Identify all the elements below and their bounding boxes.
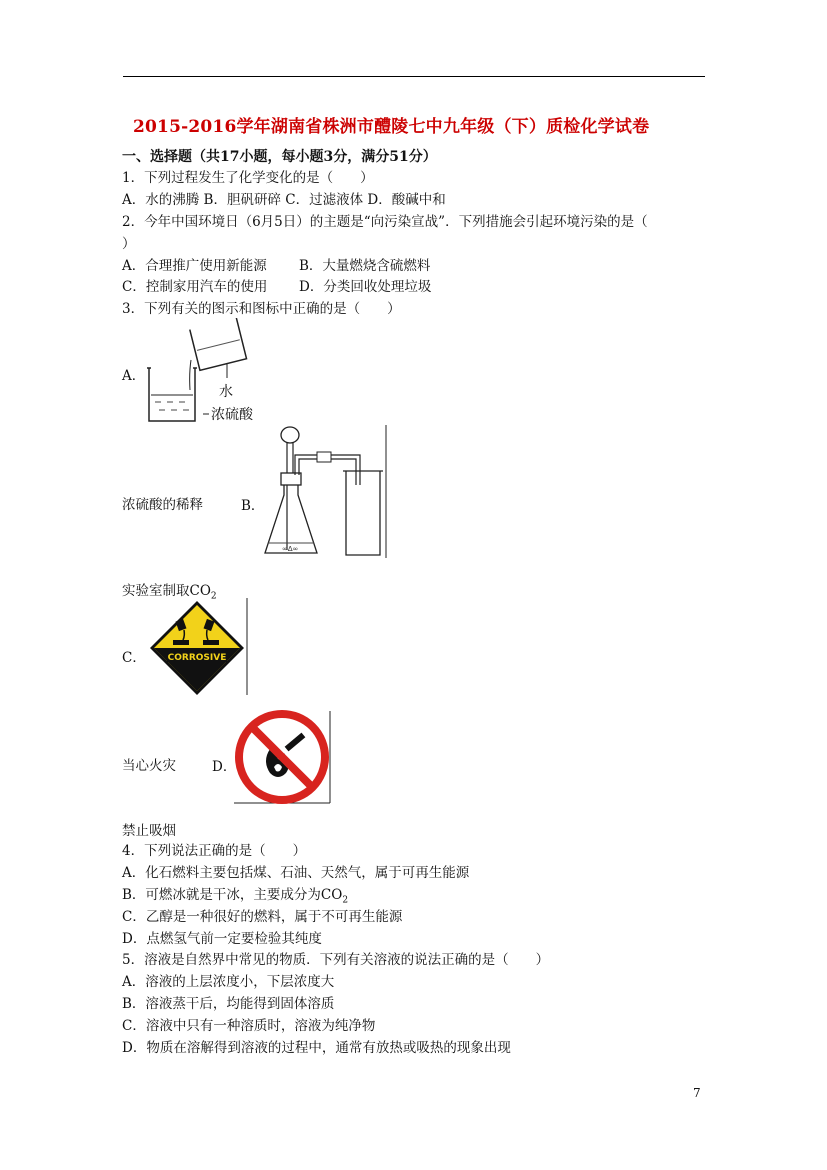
svg-text:∞∆∞: ∞∆∞ [282, 545, 299, 553]
corrosive-sign-figure [147, 598, 249, 696]
q2-option-a: A．合理推广使用新能源 [122, 258, 267, 274]
q3-caption-a: 浓硫酸的稀释 [122, 497, 203, 513]
q3-caption-c: 当心火灾 [122, 758, 176, 774]
page-title: 2015-2016学年湖南省株洲市醴陵七中九年级（下）质检化学试卷 [133, 117, 650, 137]
q3-caption-b: 实验室制取$CO_2$ [122, 583, 217, 602]
q5-option-c: C．溶液中只有一种溶质时，溶液为纯净物 [122, 1018, 376, 1034]
page-number: 7 [693, 1086, 701, 1100]
corrosive-text: CORROSIVE [167, 653, 227, 663]
acid-dilution-figure [145, 318, 275, 426]
no-smoking-sign-figure [234, 709, 332, 805]
q4-stem: 4．下列说法正确的是（ ） [122, 843, 307, 859]
q5-option-a: A．溶液的上层浓度小，下层浓度大 [122, 974, 335, 990]
water-label: 水 [219, 384, 233, 400]
q3-label-b: B． [241, 498, 265, 514]
q5-option-d: D．物质在溶解得到溶液的过程中，通常有放热或吸热的现象出现 [122, 1040, 511, 1056]
q3-caption-d: 禁止吸烟 [122, 823, 176, 839]
header-rule [123, 76, 705, 77]
q2-stem: 2．今年中国环境日（6月5日）的主题是“向污染宣战”．下列措施会引起环境污染的是（ [122, 214, 648, 230]
q1-stem: 1．下列过程发生了化学变化的是（ ） [122, 170, 374, 186]
q4-option-b: B．可燃冰就是干冰，主要成分为$CO_2$ [122, 887, 349, 906]
q5-stem: 5．溶液是自然界中常见的物质．下列有关溶液的说法正确的是（ ） [122, 952, 550, 968]
q2-stem-cont: ） [122, 236, 136, 252]
q4-option-d: D．点燃氢气前一定要检验其纯度 [122, 931, 322, 947]
co2-apparatus-figure [262, 425, 388, 560]
q3-label-c: C． [122, 650, 146, 666]
q2-option-c: C．控制家用汽车的使用 [122, 279, 268, 295]
acid-label: 浓硫酸 [211, 407, 253, 423]
q5-option-b: B．溶液蒸干后，均能得到固体溶质 [122, 996, 335, 1012]
q2-option-b: B．大量燃烧含硫燃料 [299, 258, 431, 274]
q2-option-d: D．分类回收处理垃圾 [299, 279, 432, 295]
q3-label-a: A． [122, 368, 146, 384]
q3-stem: 3．下列有关的图示和图标中正确的是（ ） [122, 301, 401, 317]
q1-options: A．水的沸腾 B．胆矾研碎 C．过滤液体 D．酸碱中和 [122, 192, 446, 208]
q3-label-d: D． [212, 759, 237, 775]
q4-option-c: C．乙醇是一种很好的燃料，属于不可再生能源 [122, 909, 403, 925]
q4-option-a: A．化石燃料主要包括煤、石油、天然气，属于可再生能源 [122, 865, 470, 881]
section-heading: 一、选择题（共17小题，每小题3分，满分51分） [122, 149, 437, 165]
